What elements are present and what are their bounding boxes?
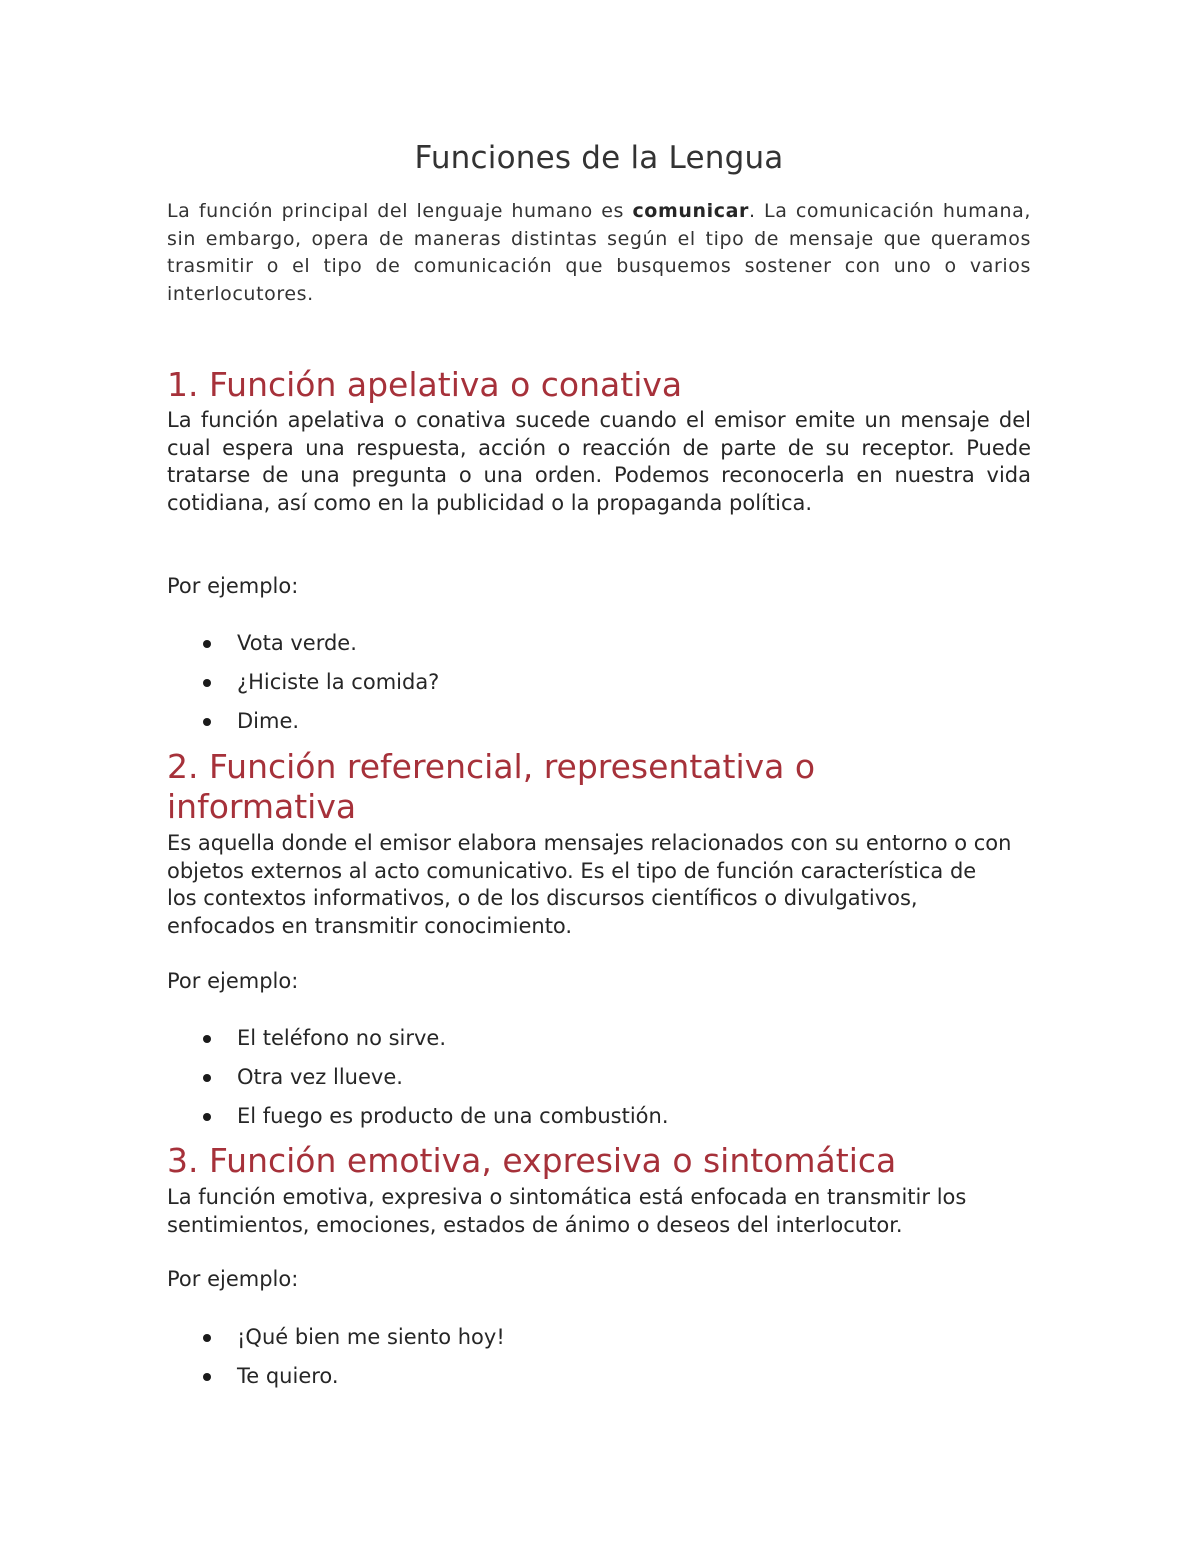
list-item: Otra vez llueve. (167, 1064, 669, 1103)
intro-paragraph (167, 198, 1031, 308)
section-2-example-list (167, 1025, 669, 1142)
section-1-body: La función apelativa o conativa sucede cuando el emisor emite un mensaje del cual espera una respuesta, acción o reacción de parte de su receptor. Puede tratarse de una pregunta o una orden. Podemos reconocerla en nuestra vida cotidiana, así como en la publicidad o la propaganda política. (167, 408, 1031, 515)
section-1-heading: 1. Función apelativa o conativa (167, 365, 683, 404)
document-title: Funciones de la Lengua (414, 140, 784, 176)
section-3-body: La función emotiva, expresiva o sintomática está enfocada en transmitir los sentimientos, emociones, estados de ánimo o deseos del interlocutor. (167, 1185, 967, 1237)
list-item: ¿Hiciste la comida? (167, 669, 439, 708)
section-3-example-list (167, 1324, 505, 1402)
intro-bold-word: comunicar (632, 200, 749, 222)
section-1-example-label: Por ejemplo: (167, 574, 299, 598)
bullet-icon (203, 718, 211, 726)
section-1-example-list (167, 630, 439, 747)
list-item: El teléfono no sirve. (167, 1025, 669, 1064)
intro-text-after: . La comunicación humana, sin embargo, opera de maneras distintas según el tipo de mensaje que queramos trasmitir o el tipo de comunicación que busquemos sostener con uno o varios interlocutores. (167, 200, 1031, 305)
bullet-icon (203, 640, 211, 648)
bullet-icon (203, 1035, 211, 1043)
bullet-icon (203, 679, 211, 687)
bullet-icon (203, 1074, 211, 1082)
section-2-heading: 2. Función referencial, representativa o informativa (167, 747, 816, 826)
bullet-icon (203, 1334, 211, 1342)
section-3-example-label: Por ejemplo: (167, 1267, 299, 1291)
list-item: El fuego es producto de una combustión. (167, 1103, 669, 1142)
section-3-heading: 3. Función emotiva, expresiva o sintomática (167, 1141, 897, 1180)
intro-text-before: La función principal del lenguaje humano es (167, 200, 633, 222)
bullet-icon (203, 1113, 211, 1121)
list-item: Dime. (167, 708, 439, 747)
section-2-example-label: Por ejemplo: (167, 969, 299, 993)
section-2-body: Es aquella donde el emisor elabora mensajes relacionados con su entorno o con objetos externos al acto comunicativo. Es el tipo de función característica de los contextos informativos, o de los discursos científicos o divulgativos, enfocados en transmitir conocimiento. (167, 831, 1012, 938)
list-item: Te quiero. (167, 1363, 505, 1402)
list-item: Vota verde. (167, 630, 439, 669)
bullet-icon (203, 1373, 211, 1381)
list-item: ¡Qué bien me siento hoy! (167, 1324, 505, 1363)
